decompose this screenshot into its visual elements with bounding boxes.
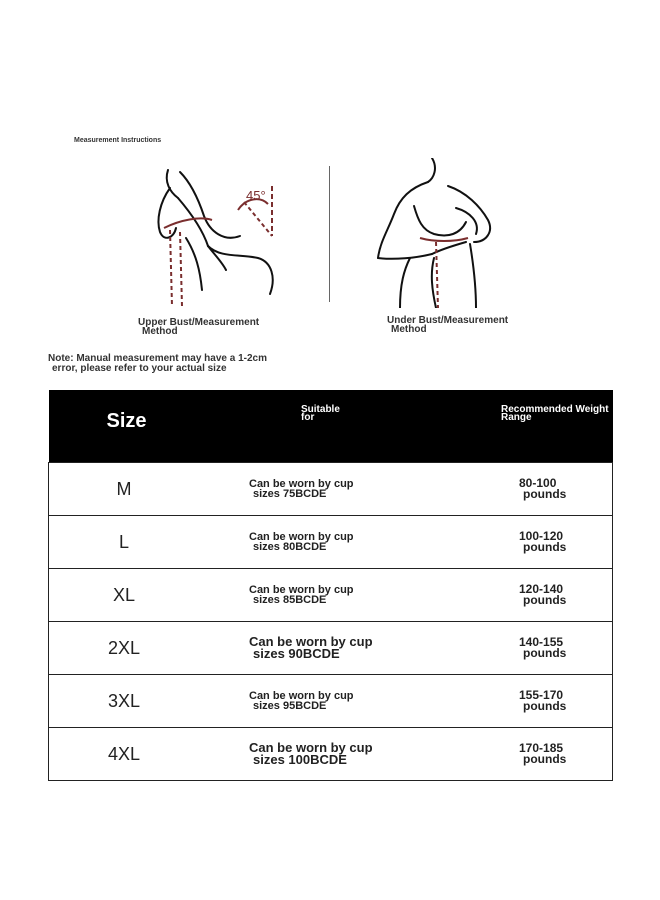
note-line1: Note: Manual measurement may have a 1-2cm [48,353,267,364]
cell-suitable-line1: Can be worn by cup [249,584,354,596]
upper-bust-figure [150,158,300,308]
angle-label: 45° [246,188,266,203]
table-header-row [49,390,613,463]
cell-weight-line2: pounds [523,752,567,766]
cell-size: 4XL [49,728,210,781]
cell-weight [479,463,613,516]
instructions-title: Measurement Instructions [74,137,162,144]
cell-weight [479,516,613,569]
table-row [49,728,613,781]
table-row [49,675,613,728]
cell-suitable-line1: Can be worn by cup [249,690,354,702]
under-bust-caption [387,316,508,334]
cell-suitable [209,463,479,516]
header-size: Size [49,390,210,463]
under-bust-caption-line2: Method [391,324,427,335]
cell-suitable [209,622,479,675]
cell-suitable [209,728,479,781]
cell-weight-line2: pounds [523,540,567,554]
cell-suitable-line1: Can be worn by cup [249,740,373,755]
cell-weight-line1: 80-100 [519,476,557,490]
upper-bust-caption [138,318,259,336]
cell-weight-line2: pounds [523,487,567,501]
header-suitable [209,390,479,463]
cell-weight [479,569,613,622]
cell-suitable-line2: sizes 80BCDE [253,541,327,553]
cell-suitable-line1: Can be worn by cup [249,478,354,490]
cell-suitable-line1: Can be worn by cup [249,634,373,649]
cell-suitable-line2: sizes 90BCDE [253,646,340,661]
cell-weight-line1: 155-170 [519,688,564,702]
upper-bust-caption-line1: Upper Bust/Measurement [138,317,260,328]
figure-divider [329,166,330,302]
cell-suitable-line2: sizes 95BCDE [253,700,327,712]
cell-weight [479,675,613,728]
header-suitable-line2: for [301,412,315,423]
cell-suitable-line2: sizes 85BCDE [253,594,327,606]
cell-suitable-line1: Can be worn by cup [249,531,354,543]
cell-weight-line1: 140-155 [519,635,564,649]
upper-bust-caption-line2: Method [142,326,178,337]
cell-weight-line2: pounds [523,699,567,713]
cell-weight [479,728,613,781]
cell-weight-line2: pounds [523,593,567,607]
under-bust-figure [370,158,500,308]
measurement-note [48,354,267,374]
table-row [49,569,613,622]
cell-size: 3XL [49,675,210,728]
header-weight [479,390,613,463]
header-weight-line1: Recommended Weight [501,404,609,415]
under-bust-caption-line1: Under Bust/Measurement [387,315,509,326]
header-suitable-line1: Suitable [301,404,340,415]
cell-size: M [49,463,210,516]
cell-weight-line1: 170-185 [519,741,564,755]
header-weight-line2: Range [501,412,532,423]
table-row [49,622,613,675]
note-line2: error, please refer to your actual size [52,363,227,374]
size-chart-table [48,390,613,781]
cell-size: 2XL [49,622,210,675]
table-row [49,463,613,516]
cell-suitable [209,675,479,728]
cell-size: XL [49,569,210,622]
cell-weight [479,622,613,675]
cell-suitable [209,569,479,622]
cell-suitable-line2: sizes 75BCDE [253,488,327,500]
cell-size: L [49,516,210,569]
cell-weight-line2: pounds [523,646,567,660]
table-row [49,516,613,569]
cell-suitable [209,516,479,569]
cell-weight-line1: 120-140 [519,582,564,596]
cell-suitable-line2: sizes 100BCDE [253,752,347,767]
cell-weight-line1: 100-120 [519,529,564,543]
